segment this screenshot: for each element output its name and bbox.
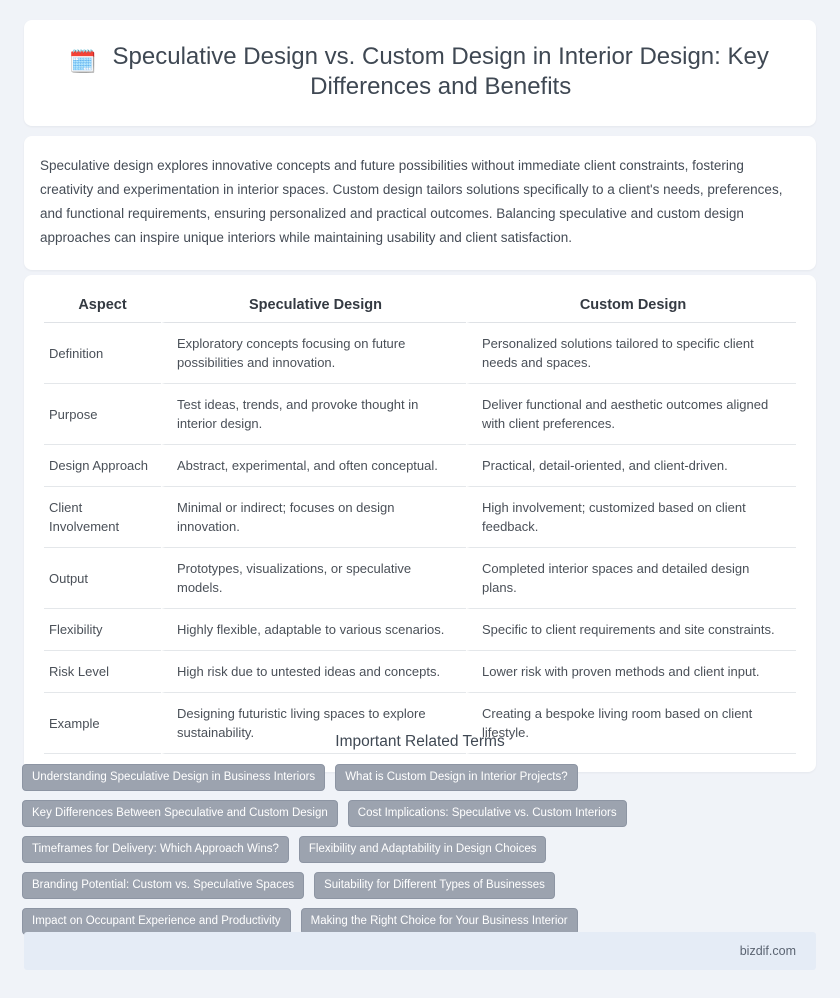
cell-speculative-design: Highly flexible, adaptable to various scenarios. [161, 609, 466, 651]
table-row [44, 548, 796, 609]
cell-aspect: Risk Level [44, 651, 161, 693]
cell-speculative-design: Minimal or indirect; focuses on design innovation. [161, 487, 466, 548]
summary-card [24, 136, 816, 270]
related-term-chip[interactable]: Flexibility and Adaptability in Design Choices [299, 836, 547, 863]
cell-custom-design: High involvement; customized based on client feedback. [466, 487, 796, 548]
related-term-chip[interactable]: Impact on Occupant Experience and Productivity [22, 908, 291, 935]
comparison-table [44, 287, 796, 754]
related-terms-heading: Important Related Terms [335, 733, 505, 750]
cell-custom-design: Specific to client requirements and site constraints. [466, 609, 796, 651]
related-term-chip[interactable]: Understanding Speculative Design in Business Interiors [22, 764, 325, 791]
related-term-chip[interactable]: Timeframes for Delivery: Which Approach Wins? [22, 836, 289, 863]
cell-aspect: Purpose [44, 384, 161, 445]
related-term-chip[interactable]: Key Differences Between Speculative and Custom Design [22, 800, 338, 827]
related-term-chip[interactable]: Cost Implications: Speculative vs. Custom Interiors [348, 800, 627, 827]
table-row [44, 384, 796, 445]
table-body [44, 323, 796, 754]
related-term-chip[interactable]: Suitability for Different Types of Businesses [314, 872, 555, 899]
spiral-calendar-icon: 🗓️ [69, 49, 97, 74]
cell-aspect: Client Involvement [44, 487, 161, 548]
site-name: bizdif.com [739, 944, 796, 958]
cell-aspect: Definition [44, 323, 161, 384]
column-header-aspect: Aspect [44, 287, 161, 323]
table-header-row [44, 287, 796, 323]
cell-custom-design: Personalized solutions tailored to specific client needs and spaces. [466, 323, 796, 384]
comparison-table-card [24, 275, 816, 772]
table-header [44, 287, 796, 323]
related-terms-section [0, 730, 840, 935]
cell-speculative-design: Exploratory concepts focusing on future possibilities and innovation. [161, 323, 466, 384]
related-terms-list [0, 764, 840, 935]
cell-custom-design: Deliver functional and aesthetic outcomes aligned with client preferences. [466, 384, 796, 445]
cell-speculative-design: Abstract, experimental, and often conceptual. [161, 445, 466, 487]
cell-aspect: Output [44, 548, 161, 609]
table-row [44, 609, 796, 651]
related-term-chip[interactable]: Branding Potential: Custom vs. Speculative Spaces [22, 872, 304, 899]
cell-aspect: Example [44, 693, 161, 754]
table-row [44, 487, 796, 548]
header-card [24, 20, 816, 126]
footer-band [24, 932, 816, 970]
related-term-chip[interactable]: What is Custom Design in Interior Projects? [335, 764, 577, 791]
cell-speculative-design: Prototypes, visualizations, or speculative models. [161, 548, 466, 609]
column-header-custom-design: Custom Design [466, 287, 796, 323]
cell-aspect: Flexibility [44, 609, 161, 651]
table-row [44, 323, 796, 384]
cell-custom-design: Creating a bespoke living room based on client lifestyle. [466, 693, 796, 754]
cell-custom-design: Practical, detail-oriented, and client-driven. [466, 445, 796, 487]
cell-custom-design: Lower risk with proven methods and client input. [466, 651, 796, 693]
page-title: Speculative Design vs. Custom Design in Interior Design: Key Differences and Benefits [112, 43, 769, 100]
cell-speculative-design: Designing futuristic living spaces to explore sustainability. [161, 693, 466, 754]
cell-speculative-design: Test ideas, trends, and provoke thought in interior design. [161, 384, 466, 445]
column-header-speculative-design: Speculative Design [161, 287, 466, 323]
cell-speculative-design: High risk due to untested ideas and concepts. [161, 651, 466, 693]
cell-aspect: Design Approach [44, 445, 161, 487]
cell-custom-design: Completed interior spaces and detailed design plans. [466, 548, 796, 609]
summary-paragraph: Speculative design explores innovative concepts and future possibilities without immediate client constraints, fostering creativity and experimentation in interior spaces. Custom design tailors solutions specifically to a client's needs, preferences, and functional requirements, ensuring personalized and practical outcomes. Balancing speculative and custom design approaches can inspire unique interiors while maintaining usability and client satisfaction. [40, 158, 783, 245]
table-row [44, 445, 796, 487]
table-row [44, 651, 796, 693]
related-term-chip[interactable]: Making the Right Choice for Your Business Interior [301, 908, 578, 935]
